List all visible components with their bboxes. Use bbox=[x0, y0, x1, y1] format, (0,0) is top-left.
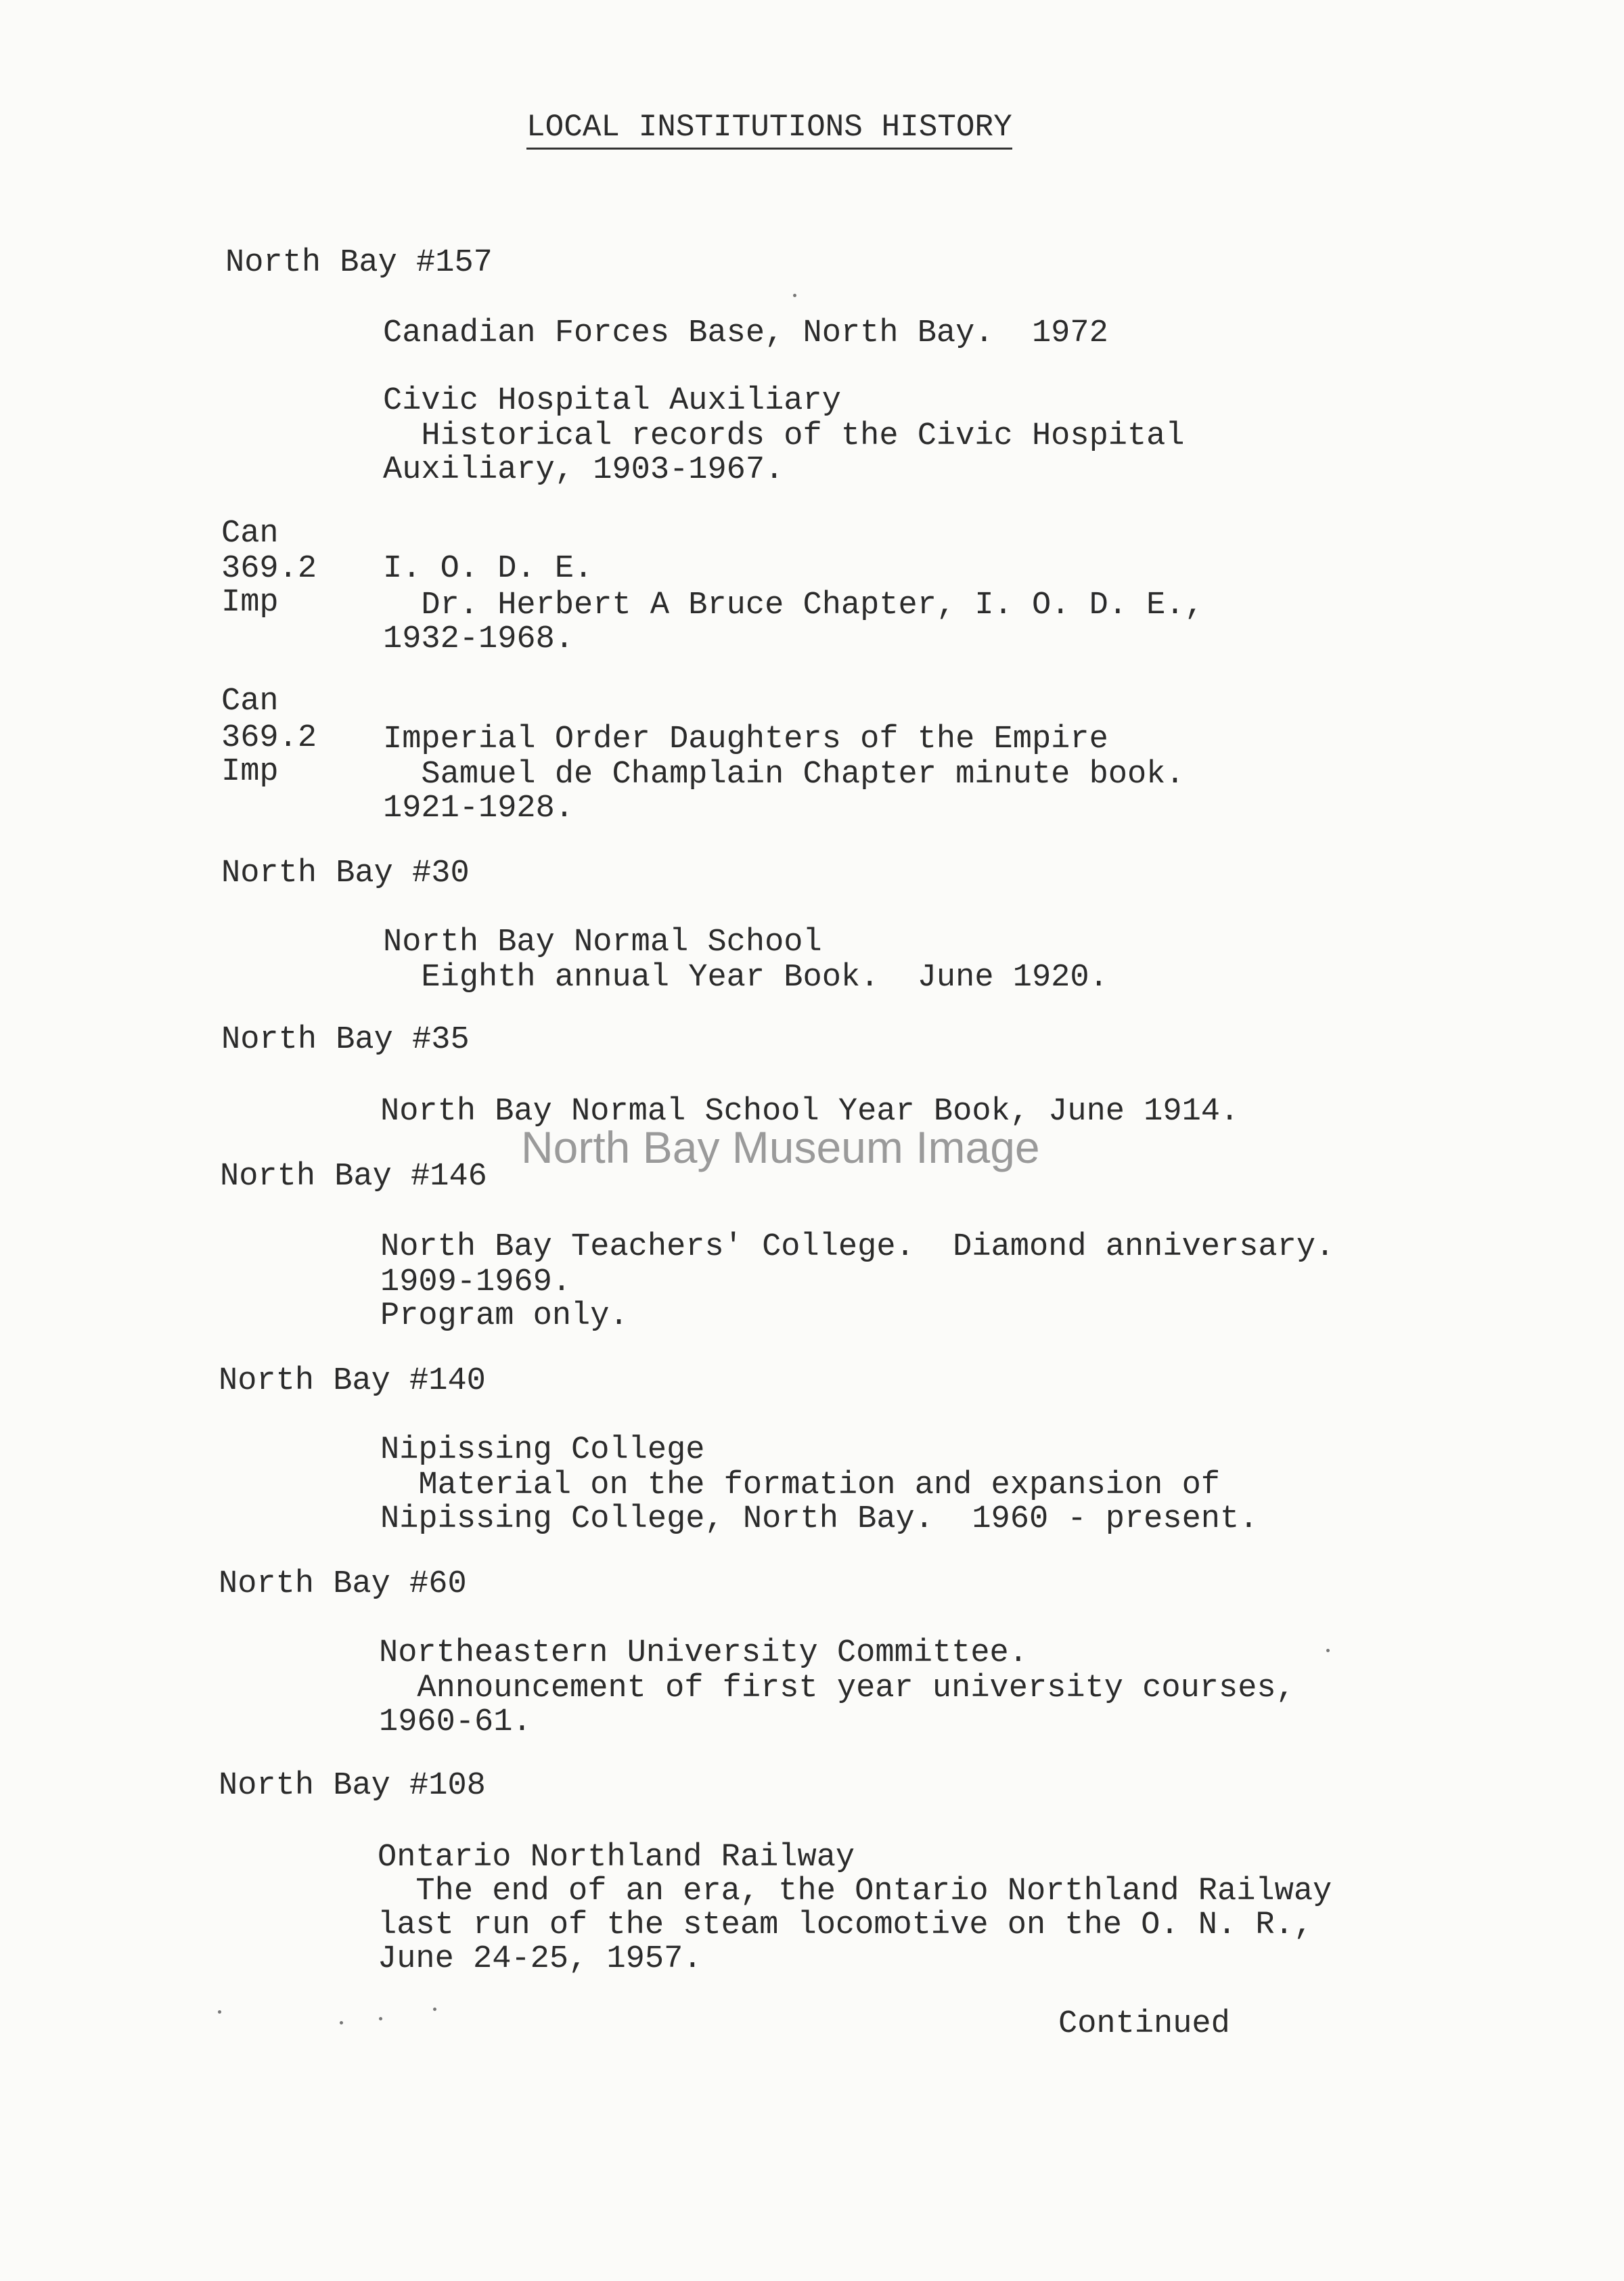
entry-line: last run of the steam locomotive on the O. N. R., bbox=[378, 1907, 1313, 1943]
entry-line: 1921-1928. bbox=[383, 791, 574, 826]
entry-heading: North Bay #108 bbox=[219, 1768, 486, 1804]
scan-speck bbox=[433, 2008, 436, 2011]
entry-line: Northeastern University Committee. bbox=[379, 1635, 1028, 1671]
entry-line: Samuel de Champlain Chapter minute book. bbox=[383, 757, 1185, 793]
entry-line: North Bay Normal School bbox=[383, 925, 822, 960]
entry-line: Historical records of the Civic Hospital bbox=[383, 418, 1185, 454]
call-number: 369.2 bbox=[221, 720, 317, 756]
entry-heading: North Bay #140 bbox=[219, 1363, 486, 1399]
entry-line: Material on the formation and expansion of bbox=[380, 1467, 1221, 1503]
entry-heading: North Bay #35 bbox=[221, 1022, 470, 1058]
entry-line: North Bay Normal School Year Book, June 1914. bbox=[380, 1094, 1240, 1130]
entry-line: Auxiliary, 1903-1967. bbox=[383, 452, 784, 488]
entry-line: Civic Hospital Auxiliary bbox=[383, 383, 841, 419]
scan-speck bbox=[793, 294, 796, 297]
entry-line: Nipissing College bbox=[380, 1432, 705, 1468]
entry-heading: North Bay #30 bbox=[221, 856, 470, 891]
entry-line: Program only. bbox=[380, 1298, 629, 1334]
call-number: Can bbox=[221, 516, 279, 552]
entry-line: Announcement of first year university courses, bbox=[379, 1670, 1295, 1706]
entry-line: Nipissing College, North Bay. 1960 - present. bbox=[380, 1501, 1259, 1537]
call-number: Imp bbox=[221, 754, 279, 790]
watermark: North Bay Museum Image bbox=[521, 1122, 1040, 1172]
entry-line: 1960-61. bbox=[379, 1704, 532, 1740]
continued-label: Continued bbox=[1058, 2006, 1230, 2042]
entry-heading: North Bay #60 bbox=[219, 1566, 467, 1602]
entry-line: June 24-25, 1957. bbox=[378, 1941, 702, 1977]
entry-line: 1909-1969. bbox=[380, 1264, 572, 1300]
call-number: Imp bbox=[221, 585, 279, 621]
entry-heading: North Bay #157 bbox=[225, 245, 493, 281]
scan-speck bbox=[379, 2017, 382, 2020]
scan-speck bbox=[218, 2010, 221, 2014]
entry-line: Imperial Order Daughters of the Empire bbox=[383, 722, 1108, 757]
page-title: LOCAL INSTITUTIONS HISTORY bbox=[526, 108, 1012, 150]
entry-line: I. O. D. E. bbox=[383, 551, 593, 587]
entry-line: Ontario Northland Railway bbox=[378, 1840, 855, 1876]
call-number: Can bbox=[221, 684, 279, 719]
entry-line: The end of an era, the Ontario Northland Railway bbox=[378, 1874, 1332, 1909]
call-number: 369.2 bbox=[221, 551, 317, 587]
entry-line: North Bay Teachers' College. Diamond anniversary. bbox=[380, 1229, 1335, 1265]
entry-line: Eighth annual Year Book. June 1920. bbox=[383, 960, 1108, 996]
scan-speck bbox=[340, 2021, 343, 2024]
entry-heading: North Bay #146 bbox=[220, 1159, 487, 1195]
entry-line: 1932-1968. bbox=[383, 621, 574, 657]
scan-speck bbox=[1326, 1649, 1330, 1652]
entry-line: Dr. Herbert A Bruce Chapter, I. O. D. E., bbox=[383, 588, 1204, 623]
entry-line: Canadian Forces Base, North Bay. 1972 bbox=[383, 315, 1108, 351]
